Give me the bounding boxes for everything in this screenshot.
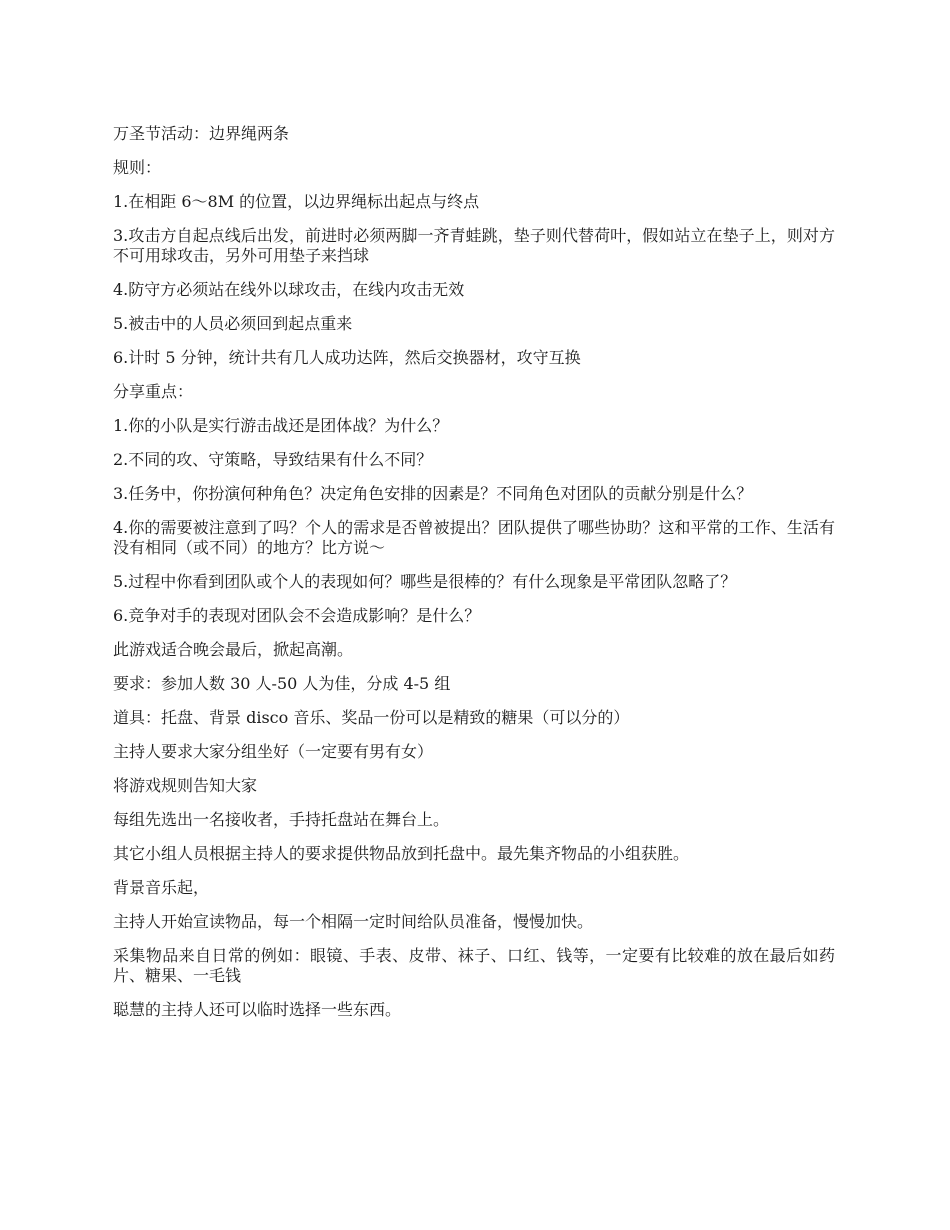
paragraph-requirements: 要求：参加人数 30 人-50 人为佳，分成 4-5 组 bbox=[113, 674, 451, 693]
paragraph-host-tip: 聪慧的主持人还可以临时选择一些东西。 bbox=[113, 1000, 402, 1019]
paragraph-rule-1: 1.在相距 6～8M 的位置，以边界绳标出起点与终点 bbox=[113, 192, 480, 211]
paragraph-host-reads: 主持人开始宣读物品，每一个相隔一定时间给队员准备，慢慢加快。 bbox=[113, 912, 594, 931]
paragraph-rule-3: 3.攻击方自起点线后出发，前进时必须两脚一齐青蛙跳，垫子则代替荷叶，假如站立在垫子上，则对方不可用球攻击，另外可用垫子来挡球 bbox=[113, 226, 835, 265]
paragraph-sharing-heading: 分享重点： bbox=[113, 382, 194, 401]
paragraph-receiver: 每组先选出一名接收者，手持托盘站在舞台上。 bbox=[113, 810, 450, 829]
paragraph-rule-6: 6.计时 5 分钟，统计共有几人成功达阵，然后交换器材，攻守互换 bbox=[113, 348, 581, 367]
paragraph-sharing-4: 4.你的需要被注意到了吗？个人的需求是否曾被提出？团队提供了哪些协助？这和平常的工作、生活有没有相同（或不同）的地方？比方说～ bbox=[113, 518, 835, 557]
paragraph-rules-heading: 规则： bbox=[113, 158, 162, 177]
paragraph-title: 万圣节活动：边界绳两条 bbox=[113, 124, 290, 143]
paragraph-items: 采集物品来自日常的例如：眼镜、手表、皮带、袜子、口红、钱等，一定要有比较难的放在最后如药片、糖果、一毛钱 bbox=[113, 946, 835, 985]
paragraph-props: 道具：托盘、背景 disco 音乐、奖品一份可以是精致的糖果（可以分的） bbox=[113, 708, 630, 727]
paragraph-sharing-6: 6.竞争对手的表现对团队会不会造成影响？是什么？ bbox=[113, 606, 481, 625]
paragraph-sharing-5: 5.过程中你看到团队或个人的表现如何？哪些是很棒的？有什么现象是平常团队忽略了？ bbox=[113, 572, 737, 591]
paragraph-rule-5: 5.被击中的人员必须回到起点重来 bbox=[113, 314, 353, 333]
paragraph-rule-4: 4.防守方必须站在线外以球攻击，在线内攻击无效 bbox=[113, 280, 465, 299]
paragraph-announce-rules: 将游戏规则告知大家 bbox=[113, 776, 258, 795]
paragraph-sharing-2: 2.不同的攻、守策略，导致结果有什么不同？ bbox=[113, 450, 433, 469]
paragraph-sharing-3: 3.任务中，你扮演何种角色？决定角色安排的因素是？不同角色对团队的贡献分别是什么？ bbox=[113, 484, 753, 503]
paragraph-sharing-1: 1.你的小队是实行游击战还是团体战？为什么？ bbox=[113, 416, 449, 435]
paragraph-grouping: 主持人要求大家分组坐好（一定要有男有女） bbox=[113, 742, 434, 761]
paragraph-game-intro: 此游戏适合晚会最后，掀起高潮。 bbox=[113, 640, 354, 659]
paragraph-collect: 其它小组人员根据主持人的要求提供物品放到托盘中。最先集齐物品的小组获胜。 bbox=[113, 844, 690, 863]
document-body bbox=[113, 124, 835, 1034]
paragraph-music: 背景音乐起， bbox=[113, 878, 210, 897]
